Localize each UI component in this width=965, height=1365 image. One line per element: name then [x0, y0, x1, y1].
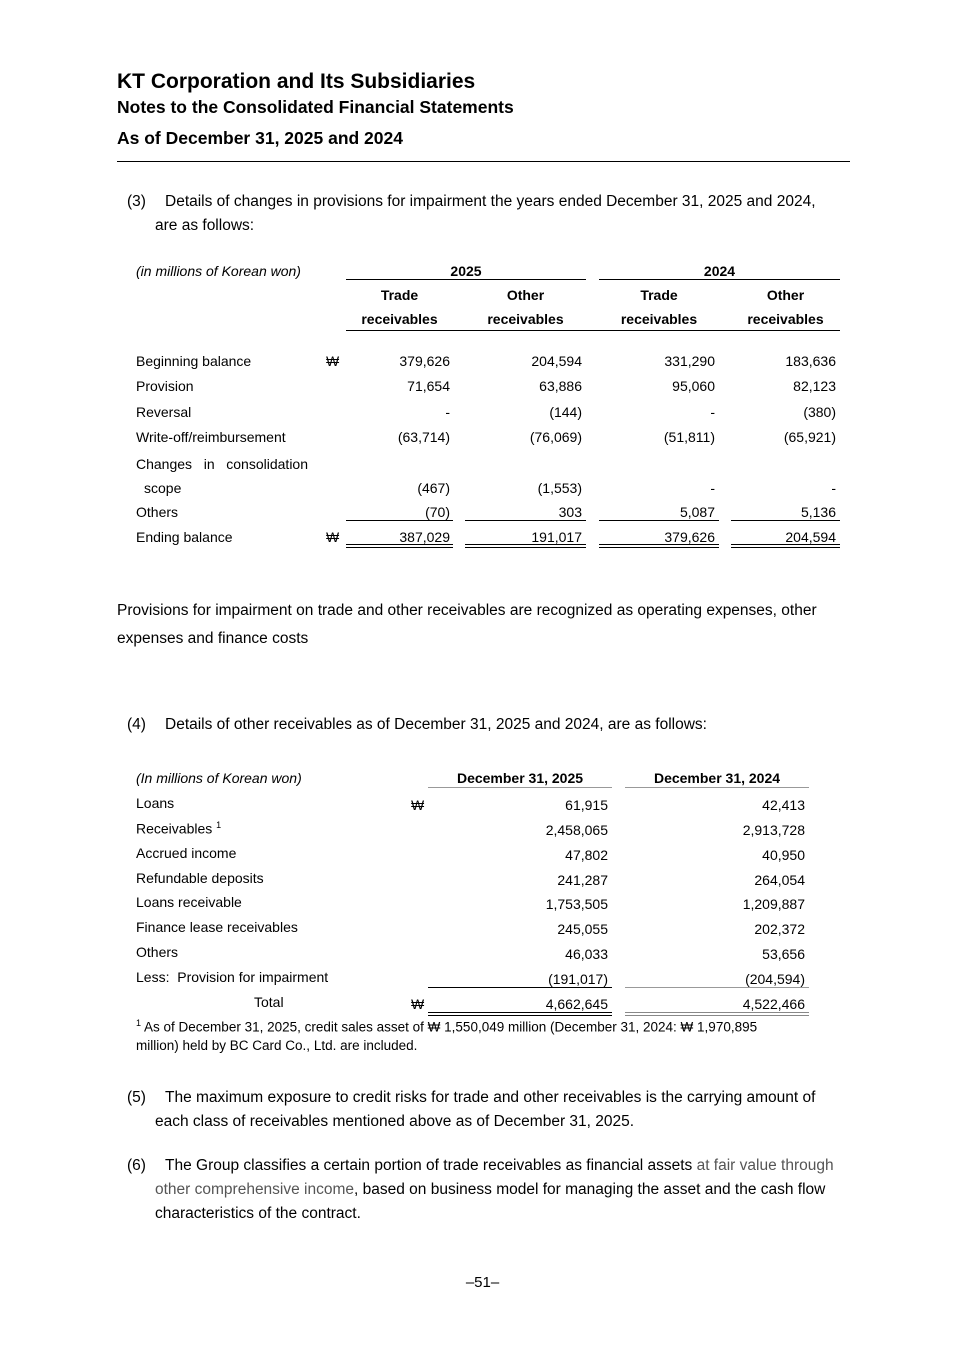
total-double-rule	[465, 544, 586, 548]
cell-value: 303	[558, 504, 582, 520]
table4-unit: (In millions of Korean won)	[136, 770, 302, 786]
subtotal-rule	[428, 987, 612, 988]
document-subtitle: Notes to the Consolidated Financial Statements	[117, 97, 514, 117]
cell-value: -	[710, 404, 715, 420]
cell-value: 1,753,505	[545, 896, 608, 912]
subtotal-rule	[465, 520, 586, 521]
footnote-marker: 1	[216, 820, 222, 830]
header-divider	[117, 161, 850, 162]
currency-symbol: ₩	[326, 353, 340, 369]
cell-value: 5,087	[679, 504, 715, 520]
col-trade-2025-l2: receivables	[361, 311, 438, 327]
row-label-provision-impairment: Less: Provision for impairment	[136, 969, 329, 985]
currency-symbol: ₩	[411, 996, 425, 1012]
cell-value: 191,017	[531, 529, 582, 545]
footnote-line2: million) held by BC Card Co., Ltd. are included.	[136, 1038, 418, 1053]
col-other-2025-l1: Other	[506, 287, 545, 303]
row-label-beginning-balance: Beginning balance	[136, 353, 252, 369]
cell-value: 379,626	[399, 353, 450, 369]
document-date: As of December 31, 2025 and 2024	[117, 128, 403, 148]
total-double-rule	[346, 544, 453, 548]
total-double-rule	[428, 1012, 612, 1016]
currency-symbol: ₩	[411, 797, 425, 813]
cell-value: (144)	[549, 404, 582, 420]
cell-value: 202,372	[754, 921, 805, 937]
currency-symbol: ₩	[326, 529, 340, 545]
section6-line1b: at fair value through	[696, 1157, 834, 1174]
table4-header-rule	[428, 787, 612, 788]
cell-value: 95,060	[672, 378, 715, 394]
page-number: –51–	[465, 1274, 500, 1291]
total-double-rule	[625, 1012, 809, 1016]
cell-value: 183,636	[785, 353, 836, 369]
cell-value: -	[831, 480, 836, 496]
section5-line2: each class of receivables mentioned above as of December 31, 2025.	[155, 1113, 635, 1130]
cell-value: 245,055	[557, 921, 608, 937]
col-other-2024-l2: receivables	[747, 311, 824, 327]
cell-value: 40,950	[762, 847, 805, 863]
section3-intro	[127, 190, 816, 214]
cell-value: -	[445, 404, 450, 420]
cell-value: 5,136	[800, 504, 836, 520]
row-label-loans-receivable: Loans receivable	[136, 894, 242, 910]
footnote	[136, 1018, 757, 1035]
company-title: KT Corporation and Its Subsidiaries	[117, 70, 476, 93]
table3-header-rule	[346, 330, 840, 331]
section6-line2a: other comprehensive income	[155, 1181, 355, 1198]
cell-value: 4,662,645	[545, 996, 608, 1012]
cell-value: (204,594)	[745, 971, 805, 987]
section6	[127, 1154, 834, 1178]
section4-line: Details of other receivables as of December 31, 2025 and 2024, are as follows:	[165, 716, 707, 733]
cell-value: (63,714)	[397, 429, 450, 445]
table3-year1-rule	[346, 279, 586, 280]
table3-year2-rule	[599, 279, 840, 280]
section6-number: (6)	[127, 1157, 146, 1174]
row-label-others: Others	[136, 944, 179, 960]
col-trade-2024-l2: receivables	[620, 311, 698, 327]
section6-line2b: , based on business model for managing the asset and the cash flow	[354, 1181, 826, 1198]
total-double-rule	[731, 544, 840, 548]
table3-year-2025: 2025	[450, 263, 482, 279]
footnote-line1: As of December 31, 2025, credit sales asset of ₩ 1,550,049 million (December 31, 2024: ₩ 1,970,895	[144, 1019, 758, 1035]
cell-value: 82,123	[793, 378, 836, 394]
row-label-total: Total	[254, 994, 284, 1010]
col-trade-2025-l1: Trade	[380, 287, 419, 303]
col-other-2024-l1: Other	[766, 287, 805, 303]
col-other-2025-l2: receivables	[487, 311, 564, 327]
cell-value: 264,054	[754, 872, 805, 888]
section3-line1: Details of changes in provisions for impairment the years ended December 31, 2025 and 2024,	[165, 193, 816, 210]
table3-year-2024: 2024	[703, 263, 736, 279]
section6-line2	[155, 1178, 825, 1202]
impairment-note-line2: expenses and finance costs	[117, 630, 309, 647]
section5-number: (5)	[127, 1089, 146, 1106]
cell-value: (51,811)	[663, 429, 715, 445]
cell-value: 47,802	[565, 847, 608, 863]
row-label-receivables	[136, 820, 221, 837]
row-label-refundable-deposits: Refundable deposits	[136, 870, 264, 886]
col-trade-2024-l1: Trade	[640, 287, 678, 303]
section6-line3: characteristics of the contract.	[155, 1205, 361, 1222]
subtotal-rule	[346, 520, 453, 521]
subtotal-rule	[625, 987, 809, 988]
row-label-changes-consolidation-l2: scope	[144, 480, 182, 496]
receivables-label: Receivables	[136, 820, 213, 837]
row-label-reversal: Reversal	[136, 404, 192, 420]
row-label-finance-lease: Finance lease receivables	[136, 919, 298, 935]
section6-line1a: The Group classifies a certain portion of trade receivables as financial assets	[165, 1157, 697, 1174]
section5-line1: The maximum exposure to credit risks for trade and other receivables is the carrying amount of	[165, 1089, 816, 1106]
row-label-others: Others	[136, 504, 179, 520]
cell-value: 4,522,466	[742, 996, 805, 1012]
row-label-loans: Loans	[136, 795, 175, 811]
table4-header-rule	[625, 787, 809, 788]
table4-col-2025: December 31, 2025	[456, 770, 584, 786]
cell-value: (467)	[417, 480, 450, 496]
cell-value: 2,913,728	[742, 822, 805, 838]
row-label-changes-consolidation: Changes in consolidation	[136, 456, 308, 472]
cell-value: 331,290	[664, 353, 715, 369]
footnote-number: 1	[136, 1018, 142, 1028]
cell-value: 387,029	[399, 529, 450, 545]
cell-value: 204,594	[785, 529, 836, 545]
total-double-rule	[599, 544, 719, 548]
cell-value: (65,921)	[783, 429, 836, 445]
cell-value: 46,033	[565, 946, 608, 962]
cell-value: 42,413	[762, 797, 805, 813]
cell-value: (380)	[803, 404, 836, 420]
cell-value: 1,209,887	[742, 896, 805, 912]
row-label-ending-balance: Ending balance	[136, 529, 233, 545]
cell-value: (76,069)	[529, 429, 582, 445]
cell-value: -	[710, 480, 715, 496]
cell-value: 53,656	[762, 946, 805, 962]
section5	[127, 1086, 815, 1110]
table4-col-2024: December 31, 2024	[653, 770, 781, 786]
cell-value: (191,017)	[548, 971, 608, 987]
table3-unit: (in millions of Korean won)	[136, 263, 301, 279]
section4-number: (4)	[127, 716, 146, 733]
cell-value: (70)	[425, 504, 450, 520]
cell-value: 204,594	[531, 353, 582, 369]
impairment-note-line1: Provisions for impairment on trade and other receivables are recognized as operating expenses, other	[117, 602, 817, 619]
section3-number: (3)	[127, 193, 146, 210]
section3-line2: are as follows:	[155, 217, 255, 234]
row-label-accrued-income: Accrued income	[136, 845, 237, 861]
row-label-write-off: Write-off/reimbursement	[136, 429, 286, 445]
subtotal-rule	[731, 520, 840, 521]
section4-intro	[127, 713, 707, 737]
cell-value: 2,458,065	[545, 822, 608, 838]
cell-value: 379,626	[664, 529, 715, 545]
cell-value: 61,915	[565, 797, 608, 813]
cell-value: 241,287	[557, 872, 608, 888]
cell-value: (1,553)	[537, 480, 582, 496]
subtotal-rule	[599, 520, 719, 521]
cell-value: 71,654	[407, 378, 450, 394]
row-label-provision: Provision	[136, 378, 194, 394]
impairment-note	[117, 597, 817, 653]
cell-value: 63,886	[539, 378, 582, 394]
